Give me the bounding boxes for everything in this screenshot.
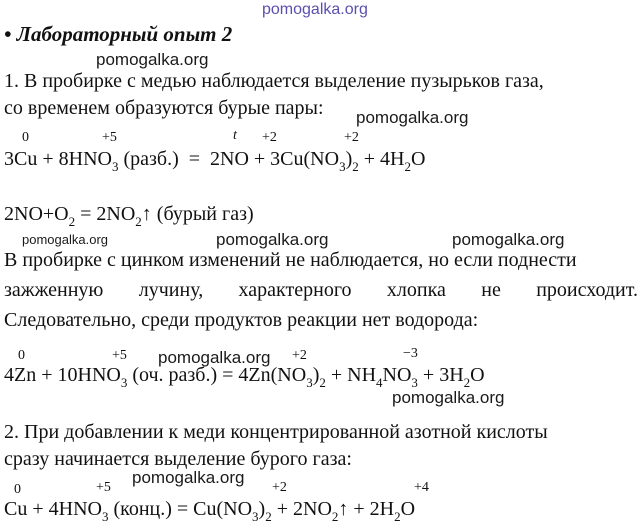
subscript: 2 <box>135 214 142 229</box>
subscript: 4 <box>376 375 383 390</box>
paragraph-line: В пробирке с цинком изменений не наблюдается, но если поднести <box>4 249 577 271</box>
oxidation-state: +5 <box>112 348 127 363</box>
subscript: 2 <box>319 375 326 390</box>
equation-left: (разб.) <box>118 148 179 170</box>
paragraph-line: 2. При добавлении к меди концентрированной азотной кислоты <box>4 421 548 443</box>
oxidation-state: 0 <box>22 130 29 145</box>
equation-right: + 4H <box>358 148 405 170</box>
watermark: pomogalka.org <box>96 50 209 69</box>
oxidation-state: 0 <box>18 348 25 363</box>
subscript: 2 <box>394 509 401 524</box>
paragraph-line: 1. В пробирке с медью наблюдается выделение пузырьков газа, <box>4 70 544 92</box>
oxidation-state: +2 <box>292 348 307 363</box>
oxidation-state: 0 <box>14 482 21 497</box>
equation-left: 3Cu + 8HNO <box>4 148 112 170</box>
subscript: 3 <box>306 375 313 390</box>
equation-part: + 2NO <box>271 498 332 520</box>
oxidation-state: +5 <box>102 130 117 145</box>
equation-part: 4Zn + 10HNO <box>4 364 121 386</box>
equals-sign: = <box>188 148 201 170</box>
reaction-equation-2 <box>4 203 254 229</box>
equation-part: (конц.) = Cu(NO <box>108 498 253 520</box>
equation-part: (оч. разб.) = 4Zn(NO <box>127 364 307 386</box>
equation-part: ) <box>312 364 320 386</box>
watermark: pomogalka.org <box>216 230 329 249</box>
subscript: 2 <box>463 375 471 390</box>
equation-right: ) <box>345 148 353 170</box>
equation-part: O <box>470 364 485 386</box>
paragraph-line: зажженную лучину, характерного хлопка не происходит. <box>4 279 638 301</box>
equation-right: 2NO + 3Cu(NO <box>210 148 340 170</box>
subscript: 2 <box>265 509 272 524</box>
watermark: pomogalka.org <box>22 232 108 247</box>
oxidation-state: +5 <box>96 480 111 495</box>
equation-part: = 2NO <box>75 203 136 225</box>
subscript: 3 <box>339 159 346 174</box>
watermark: pomogalka.org <box>356 108 469 127</box>
equation-part: ↑ + 2H <box>338 498 395 520</box>
equation-part: + NH <box>325 364 377 386</box>
condition-label: t <box>233 128 237 143</box>
subscript: 3 <box>252 509 259 524</box>
subscript: 3 <box>111 159 119 174</box>
oxidation-state: −3 <box>403 346 418 361</box>
oxidation-state: +2 <box>262 130 277 145</box>
paragraph-line: со временем образуются бурые пары: <box>4 97 324 119</box>
paragraph-line: Следовательно, среди продуктов реакции нет водорода: <box>4 309 479 331</box>
reaction-equation-3 <box>4 364 485 390</box>
equation-right: O <box>410 148 426 170</box>
subscript: 3 <box>411 375 418 390</box>
subscript: 2 <box>352 159 359 174</box>
watermark: pomogalka.org <box>158 348 271 367</box>
paragraph-line: сразу начинается выделение бурого газа: <box>4 448 352 470</box>
subscript: 2 <box>404 159 411 174</box>
equation-part: 2NO+O <box>4 203 69 225</box>
reaction-equation-4 <box>4 498 416 524</box>
equation-part: ) <box>258 498 266 520</box>
oxidation-state: +4 <box>414 480 429 495</box>
subscript: 3 <box>120 375 128 390</box>
watermark: pomogalka.org <box>392 388 505 407</box>
subscript: 2 <box>68 214 76 229</box>
oxidation-state: +2 <box>344 130 359 145</box>
subscript: 2 <box>331 509 339 524</box>
watermark: pomogalka.org <box>452 230 565 249</box>
equation-part: Cu + 4HNO <box>4 498 102 520</box>
reaction-equation-1 <box>4 148 426 174</box>
equation-part: + 3H <box>417 364 464 386</box>
watermark-top: pomogalka.org <box>262 1 368 18</box>
equation-part: NO <box>382 364 412 386</box>
equation-part: O <box>400 498 416 520</box>
oxidation-state: +2 <box>272 480 287 495</box>
section-heading: • Лабораторный опыт 2 <box>4 22 233 46</box>
equation-part: ↑ (бурый газ) <box>141 203 254 225</box>
subscript: 3 <box>101 509 109 524</box>
watermark: pomogalka.org <box>132 468 245 487</box>
